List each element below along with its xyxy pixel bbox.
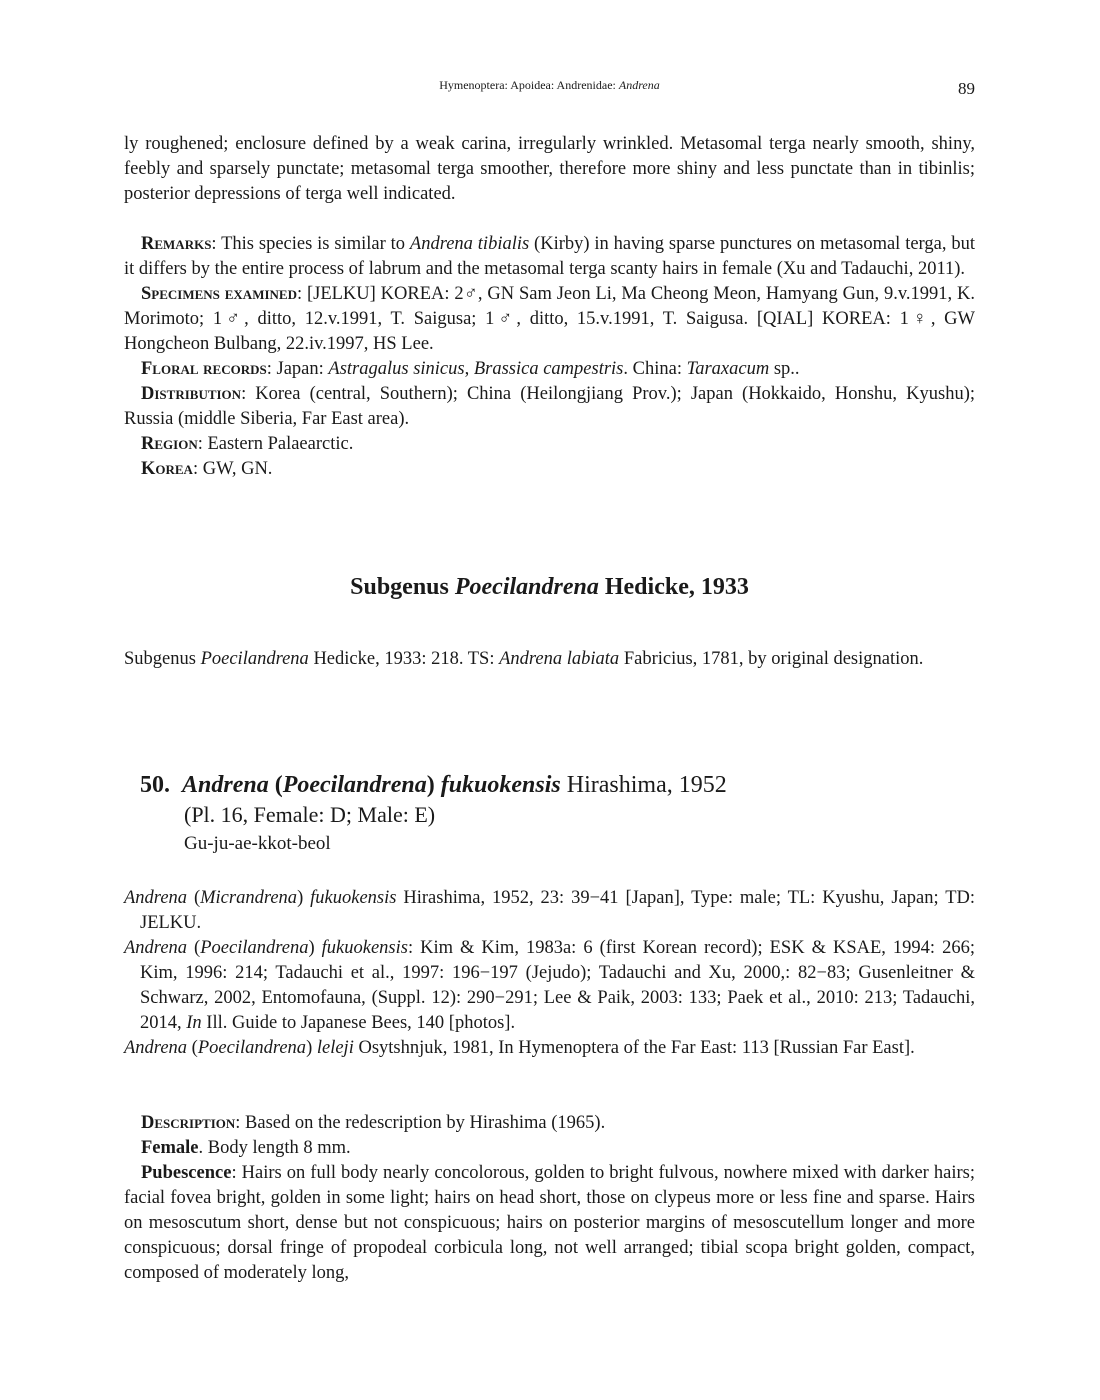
- synonymy-text: (: [187, 888, 201, 908]
- region-label: Region: [141, 434, 198, 454]
- synonymy-citation: Osytshnjuk, 1981, In Hymenoptera of the Far East: 113 [Russian Far East].: [353, 1038, 915, 1058]
- species-number: 50.: [140, 772, 170, 798]
- specimens-text: : [JELKU] KOREA: 2♂, GN Sam Jeon Li, Ma Cheong Meon, Hamyang Gun, 9.v.1991, K. Morimoto; 1♂, ditto, 12.v.1991, T. Saigusa; 1♂, ditto, 15.v.1991, T. Saigusa. [QIAL] KOREA: 1♀, GW Hongcheon Bulbang, 22.iv.1997, HS Lee.: [124, 284, 975, 354]
- synonymy-citation: : Kim & Kim, 1983a: 6 (first Korean record); ESK & KSAE, 1994: 266; Kim, 1996: 214; Tadauchi et al., 1997: 196−197 (Jejudo); Tadauchi and Xu, 2000,: 82−83; Gusenleitner & Schwarz, 2002, Entomofauna, (Suppl. 12): 290−291; Lee & Paik, 2003: 133; Paek et al., 2010: 213; Tadauchi, 2014,: [140, 938, 975, 1033]
- remarks-section: [124, 232, 975, 482]
- synonymy-text: ): [308, 938, 322, 958]
- pubescence-text: : Hairs on full body nearly concolorous, golden to bright fulvous, nowhere mixed with darker hairs; facial fovea bright, golden in some light; hairs on head short, those on clypeus more or less fine and sparse. Hairs on mesoscutum short, dense but not conspicuous; hairs on posterior margins of mesoscutellum longer and more conspicuous; dorsal fringe of propodeal corbicula long, not well arranged; tibial scopa bright golden, compact, composed of moderately long,: [124, 1163, 975, 1283]
- document-page: [124, 0, 975, 1400]
- species-subgenus: Poecilandrena: [282, 772, 427, 798]
- synonymy-genus: Andrena: [124, 938, 188, 958]
- korea-text: : GW, GN.: [192, 459, 273, 479]
- intro-text: ly roughened; enclosure defined by a weak carina, irregularly wrinkled. Metasomal terga nearly smooth, shiny, feebly and sparsely punctate; metasomal terga smoother, therefore more shiny and less punctate than in tibinlis; posterior depressions of terga well indicated.: [124, 134, 975, 204]
- floral-text-4: sp..: [769, 359, 800, 379]
- species-heading: [140, 770, 727, 858]
- running-head: [124, 78, 975, 93]
- description-section: [124, 1111, 975, 1286]
- synonymy-genus: Andrena: [124, 888, 188, 908]
- distribution-paragraph: [124, 382, 975, 432]
- floral-label: Floral records: [141, 359, 267, 379]
- floral-text-1: : Japan:: [266, 359, 329, 379]
- synonymy-epithet: fukuokensis: [321, 938, 408, 958]
- synonymy-citation: Hirashima, 1952, 23: 39−41 [Japan], Type: male; TL: Kyushu, Japan; TD: JELKU.: [140, 888, 975, 933]
- specimens-label: Specimens examined: [141, 284, 297, 304]
- subgenus-entry: [124, 647, 975, 672]
- running-head-genus: Andrena: [618, 78, 660, 92]
- synonymy-text: ): [306, 1038, 317, 1058]
- floral-plant-2: Brassica campestris: [473, 359, 624, 379]
- species-title: [140, 770, 727, 800]
- species-epithet: fukuokensis: [440, 772, 561, 798]
- description-label: Description: [141, 1113, 236, 1133]
- remarks-label: Remarks: [141, 234, 212, 254]
- subgenus-heading-name: Poecilandrena: [454, 574, 599, 600]
- synonymy-in: In: [186, 1013, 202, 1033]
- remarks-text-2: (Kirby) in having sparse punctures on metasomal terga, but it differs by the entire process of labrum and the metasomal terga scanty hairs in female (Xu and Tadauchi, 2011).: [124, 234, 975, 279]
- floral-text-2: ,: [464, 359, 474, 379]
- subgenus-heading-text-2: Hedicke, 1933: [598, 574, 749, 600]
- running-head-text: Hymenoptera: Apoidea: Andrenidae:: [439, 78, 619, 92]
- page-number: 89: [958, 79, 975, 98]
- subgenus-entry-name: Poecilandrena: [200, 649, 309, 669]
- remarks-species: Andrena tibialis: [409, 234, 530, 254]
- species-plate: (Pl. 16, Female: D; Male: E): [184, 802, 436, 827]
- floral-plant-1: Astragalus sinicus: [328, 359, 465, 379]
- synonymy-text: (: [187, 1038, 198, 1058]
- synonymy-list: [124, 886, 975, 1061]
- region-text: : Eastern Palaearctic.: [197, 434, 354, 454]
- subgenus-entry-text-1: Subgenus: [124, 649, 201, 669]
- subgenus-entry-type-species: Andrena labiata: [499, 649, 620, 669]
- region-paragraph: [124, 432, 975, 457]
- specimens-paragraph: [124, 282, 975, 357]
- species-author: Hirashima, 1952: [560, 772, 727, 798]
- synonymy-epithet: leleji: [316, 1038, 354, 1058]
- subgenus-entry-text-3: Fabricius, 1781, by original designation.: [619, 649, 924, 669]
- female-text: . Body length 8 mm.: [198, 1138, 351, 1158]
- intro-paragraph: [124, 132, 975, 207]
- pubescence-label: Pubescence: [141, 1163, 232, 1183]
- species-open-paren: (: [274, 772, 283, 798]
- floral-text-3: . China:: [623, 359, 687, 379]
- floral-plant-3: Taraxacum: [686, 359, 770, 379]
- female-paragraph: [124, 1136, 975, 1161]
- subgenus-heading: [124, 574, 975, 601]
- synonymy-genus: Andrena: [124, 1038, 188, 1058]
- korea-label: Korea: [141, 459, 193, 479]
- species-common-name: Gu-ju-ae-kkot-beol: [184, 833, 331, 854]
- distribution-text: : Korea (central, Southern); China (Heilongjiang Prov.); Japan (Hokkaido, Honshu, Kyushu); Russia (middle Siberia, Far East area).: [124, 384, 975, 429]
- subgenus-heading-text-1: Subgenus: [350, 574, 455, 600]
- synonymy-citation: Ill. Guide to Japanese Bees, 140 [photos].: [201, 1013, 516, 1033]
- synonymy-entry: [124, 936, 975, 1036]
- pubescence-paragraph: [124, 1161, 975, 1286]
- subgenus-entry-text-2: Hedicke, 1933: 218. TS:: [308, 649, 500, 669]
- korea-paragraph: [124, 457, 975, 482]
- description-paragraph: [124, 1111, 975, 1136]
- synonymy-epithet: fukuokensis: [310, 888, 397, 908]
- synonymy-entry: [124, 886, 975, 936]
- subgenus-entry-paragraph: [124, 647, 975, 672]
- distribution-label: Distribution: [141, 384, 242, 404]
- synonymy-text: (: [187, 938, 201, 958]
- remarks-text-1: : This species is similar to: [211, 234, 410, 254]
- synonymy-subgenus: Micrandrena: [200, 888, 298, 908]
- remarks-paragraph: [124, 232, 975, 282]
- female-label: Female: [141, 1138, 199, 1158]
- synonymy-text: ): [297, 888, 311, 908]
- synonymy-entry: [124, 1036, 975, 1061]
- synonymy-subgenus: Poecilandrena: [197, 1038, 307, 1058]
- floral-paragraph: [124, 357, 975, 382]
- species-genus: Andrena: [182, 772, 269, 798]
- description-text: : Based on the redescription by Hirashima (1965).: [235, 1113, 606, 1133]
- species-close-paren: ): [426, 772, 435, 798]
- synonymy-subgenus: Poecilandrena: [200, 938, 309, 958]
